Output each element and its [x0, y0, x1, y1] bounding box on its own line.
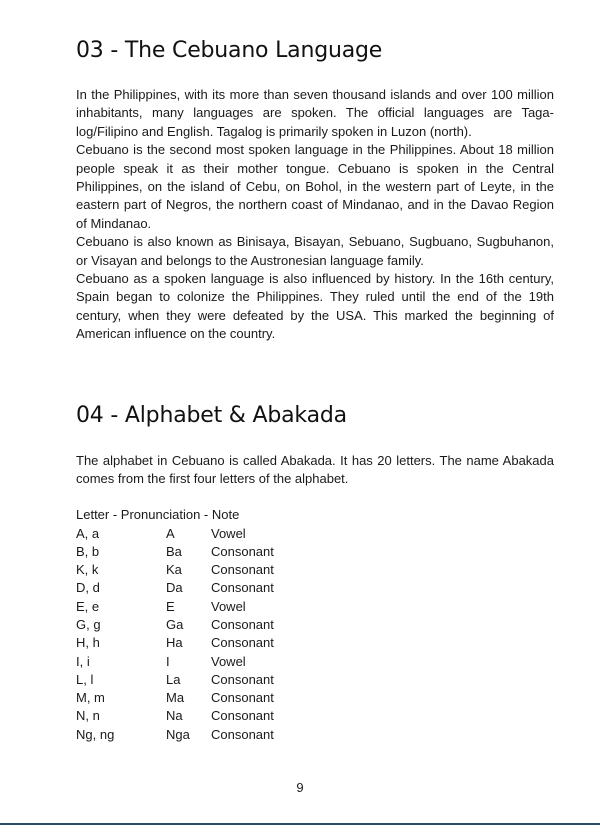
section-body: [76, 86, 554, 344]
table-row: [76, 707, 274, 725]
note-cell: Consonant: [211, 543, 274, 559]
pronunciation-cell: Ba: [166, 543, 182, 559]
letter-cell: L, l: [76, 671, 94, 687]
paragraph: Cebuano as a spoken language is also influenced by history. In the 16th century, Spain began to colonize the Philippines. They ruled until the end of the 19th century, when they were defeated by the USA. This marked the beginning of American influence on the country.: [76, 271, 554, 342]
paragraph: Cebuano is also known as Binisaya, Bisayan, Sebuano, Sugbuano, Sugbuhanon, or Visayan and belongs to the Austronesian language family.: [76, 234, 554, 268]
note-cell: Consonant: [211, 635, 274, 651]
pronunciation-cell: Na: [166, 708, 183, 724]
pronunciation-cell: La: [166, 671, 181, 687]
pronunciation-cell: E: [166, 598, 175, 614]
note-cell: Vowel: [211, 525, 246, 541]
letter-cell: K, k: [76, 562, 99, 578]
note-cell: Consonant: [211, 671, 274, 687]
letter-cell: N, n: [76, 708, 100, 724]
note-cell: Vowel: [211, 598, 246, 614]
table-row: [76, 561, 274, 579]
letter-cell: H, h: [76, 635, 100, 651]
note-cell: Consonant: [211, 580, 274, 596]
table-row: [76, 689, 274, 707]
letter-cell: G, g: [76, 616, 101, 632]
letter-cell: B, b: [76, 543, 100, 559]
table-row: [76, 543, 274, 561]
note-cell: Consonant: [211, 616, 274, 632]
alphabet-table-header: Letter - Pronunciation - Note: [76, 507, 240, 522]
note-cell: Consonant: [211, 726, 274, 742]
table-row: [76, 525, 274, 543]
letter-cell: D, d: [76, 580, 100, 596]
table-row: [76, 671, 274, 689]
pronunciation-cell: A: [166, 525, 175, 541]
letter-cell: M, m: [76, 690, 105, 706]
pronunciation-cell: I: [166, 653, 170, 669]
pronunciation-cell: Da: [166, 580, 183, 596]
paragraph: In the Philippines, with its more than seven thousand islands and over 100 million inhabitants, many languages are spoken. The official languages are Tagalog/Filipino and English. Tagalog is primarily spoken in Luzon (north).: [76, 87, 554, 139]
pronunciation-cell: Ga: [166, 616, 184, 632]
note-cell: Consonant: [211, 690, 274, 706]
note-cell: Vowel: [211, 653, 246, 669]
note-cell: Consonant: [211, 708, 274, 724]
table-row: [76, 616, 274, 634]
pronunciation-cell: Nga: [166, 726, 190, 742]
page-bottom-rule: [0, 823, 600, 825]
letter-cell: I, i: [76, 653, 90, 669]
letter-cell: Ng, ng: [76, 726, 115, 742]
note-cell: Consonant: [211, 562, 274, 578]
pronunciation-cell: Ka: [166, 562, 182, 578]
paragraph: The alphabet in Cebuano is called Abakada. It has 20 letters. The name Abakada comes from the first four letters of the alphabet.: [76, 453, 554, 487]
letter-cell: E, e: [76, 598, 100, 614]
table-row: [76, 598, 274, 616]
pronunciation-cell: Ma: [166, 690, 185, 706]
paragraph: Cebuano is the second most spoken language in the Philippines. About 18 million people speak it as their mother tongue. Cebuano is spoken in the Central Philippines, on the island of Cebu, on Bohol, in the western part of Leyte, in the eastern part of Negros, the northern coast of Mindanao, and in the Davao Region of Mindanao.: [76, 142, 554, 231]
section-intro: [76, 452, 554, 489]
pronunciation-cell: Ha: [166, 635, 183, 651]
table-row: [76, 653, 274, 671]
table-row: [76, 726, 274, 744]
alphabet-table: [76, 525, 274, 745]
table-row: [76, 634, 274, 652]
section-title-alphabet: 04 - Alphabet & Abakada: [76, 403, 347, 428]
letter-cell: A, a: [76, 525, 100, 541]
section-title-cebuano-language: 03 - The Cebuano Language: [76, 38, 383, 63]
table-row: [76, 579, 274, 597]
page-number: 9: [296, 780, 304, 795]
